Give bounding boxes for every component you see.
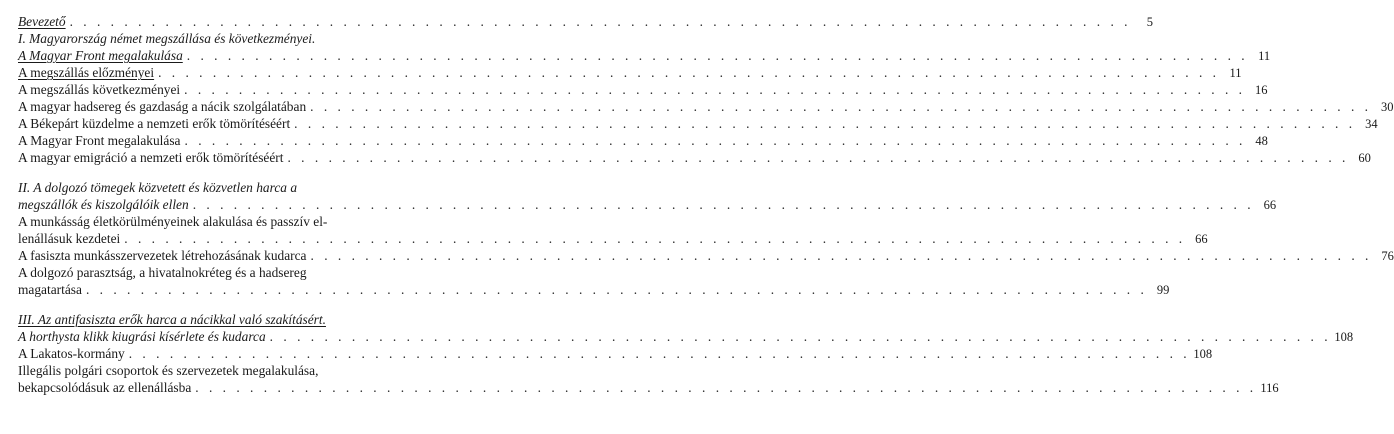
toc-entry-title: A munkásság életkörülményeinek alakulása és passzív el- bbox=[18, 214, 328, 229]
toc-entry-title: A megszállás következményei bbox=[18, 82, 181, 97]
part-1-heading bbox=[18, 30, 464, 47]
part-2-heading-line-1 bbox=[18, 179, 464, 196]
toc-entry-title: A magyar emigráció a nemzeti erők tömörítéséért bbox=[18, 150, 284, 165]
toc-entry-title: bekapcsolódásuk az ellenállásba bbox=[18, 380, 192, 395]
toc-page-number: 108 bbox=[1193, 347, 1213, 361]
toc-entry bbox=[18, 115, 1378, 132]
part-2-heading-line-2 bbox=[18, 196, 1277, 213]
dot-leader bbox=[82, 281, 1147, 298]
toc-entry bbox=[18, 247, 1394, 264]
section-gap bbox=[18, 166, 464, 179]
toc-entry-title: A megszállás előzményei bbox=[18, 65, 155, 80]
toc-entry-title: lenállásuk kezdetei bbox=[18, 231, 121, 246]
toc-entry-title: A Magyar Front megalakulása bbox=[18, 133, 181, 148]
toc-entry bbox=[18, 81, 1268, 98]
toc-entry-intro bbox=[18, 13, 1153, 30]
toc-entry bbox=[18, 98, 1394, 115]
toc-entry-title: A horthysta klikk kiugrási kísérlete és kudarca bbox=[18, 329, 266, 344]
dot-leader bbox=[66, 13, 1131, 30]
toc-entry-line-1 bbox=[18, 264, 464, 281]
section-gap bbox=[18, 298, 464, 311]
toc-entry bbox=[18, 149, 1371, 166]
toc-page-number: 11 bbox=[1229, 66, 1242, 80]
dot-leader bbox=[125, 345, 1190, 362]
part-heading-text: II. A dolgozó tömegek közvetett és közvetlen harca a bbox=[18, 180, 298, 195]
dot-leader bbox=[283, 149, 1348, 166]
dot-leader bbox=[120, 230, 1185, 247]
toc-entry-title: A magyar hadsereg és gazdaság a nácik szolgálatában bbox=[18, 99, 307, 114]
toc-page-number: 34 bbox=[1365, 117, 1378, 131]
dot-leader bbox=[154, 64, 1219, 81]
toc-entry-line-2 bbox=[18, 281, 1170, 298]
toc-entry bbox=[18, 132, 1268, 149]
part-heading-text: megszállók és kiszolgálóik ellen bbox=[18, 197, 189, 212]
toc-entry bbox=[18, 345, 1213, 362]
toc-page-number: 66 bbox=[1263, 198, 1277, 212]
toc-entry-line-2 bbox=[18, 379, 1279, 396]
part-heading-text: III. Az antifasiszta erők harca a nácikkal való szakításért. bbox=[18, 312, 326, 327]
toc-entry-title: A Lakatos-kormány bbox=[18, 346, 125, 361]
toc-entry-line-1 bbox=[18, 213, 464, 230]
toc-page-number: 76 bbox=[1381, 249, 1394, 263]
toc-entry-line-1 bbox=[18, 362, 464, 379]
dot-leader bbox=[191, 379, 1256, 396]
dot-leader bbox=[181, 132, 1246, 149]
toc-entry bbox=[18, 64, 1242, 81]
toc-entry-title: A dolgozó parasztság, a hivatalnokréteg és a hadsereg bbox=[18, 265, 307, 280]
dot-leader bbox=[306, 98, 1371, 115]
toc-page-number: 48 bbox=[1255, 134, 1268, 148]
dot-leader bbox=[290, 115, 1355, 132]
toc-page-number: 11 bbox=[1258, 49, 1271, 63]
toc-entry-title: A Magyar Front megalakulása bbox=[18, 48, 183, 63]
toc-entry-title: A fasiszta munkásszervezetek létrehozásának kudarca bbox=[18, 248, 307, 263]
toc-page-number: 16 bbox=[1255, 83, 1268, 97]
toc-entry-title: A Békepárt küzdelme a nemzeti erők tömörítéséért bbox=[18, 116, 291, 131]
table-of-contents bbox=[18, 13, 1394, 396]
toc-page-number: 60 bbox=[1358, 151, 1371, 165]
toc-entry-title: Bevezető bbox=[18, 14, 66, 29]
toc-page-number: 66 bbox=[1195, 232, 1208, 246]
dot-leader bbox=[180, 81, 1245, 98]
toc-entry bbox=[18, 328, 1354, 345]
toc-entry-title: magatartása bbox=[18, 282, 82, 297]
dot-leader bbox=[189, 196, 1254, 213]
part-heading-text: I. Magyarország német megszállása és következményei. bbox=[18, 31, 316, 46]
toc-page-number: 5 bbox=[1146, 15, 1153, 29]
toc-entry bbox=[18, 47, 1271, 64]
dot-leader bbox=[266, 328, 1331, 345]
dot-leader bbox=[183, 47, 1248, 64]
toc-entry-title: Illegális polgári csoportok és szervezetek megalakulása, bbox=[18, 363, 319, 378]
toc-page-number: 108 bbox=[1334, 330, 1354, 344]
toc-page-number: 116 bbox=[1260, 381, 1279, 395]
dot-leader bbox=[307, 247, 1372, 264]
toc-page-number: 30 bbox=[1381, 100, 1394, 114]
part-3-heading bbox=[18, 311, 464, 328]
toc-entry-line-2 bbox=[18, 230, 1208, 247]
toc-page-number: 99 bbox=[1156, 283, 1170, 297]
